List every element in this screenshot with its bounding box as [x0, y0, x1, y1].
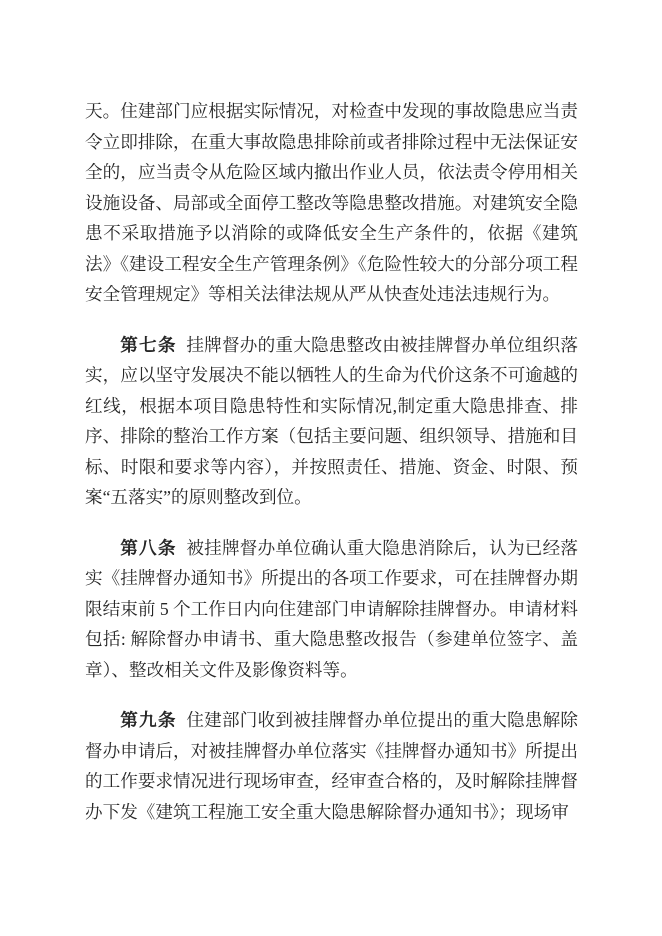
document-body: [85, 96, 578, 827]
paragraph-text: 被挂牌督办单位确认重大隐患消除后，认为已经落实《挂牌督办通知书》所提出的各项工作要求，可在挂牌督办期限结束前 5 个工作日内向住建部门申请解除挂牌督办。申请材料包括: 解除督办申请书、重大隐患整改报告（参建单位签字、盖章）、整改相关文件及影像资料等。: [85, 537, 578, 680]
paragraph-clause-9: [85, 705, 578, 827]
clause-heading: 第九条: [120, 710, 177, 730]
paragraph-clause-8: [85, 533, 578, 686]
clause-heading: 第七条: [120, 334, 177, 355]
paragraph-text: 住建部门收到被挂牌督办单位提出的重大隐患解除督办申请后，对被挂牌督办单位落实《挂牌督办通知书》所提出的工作要求情况进行现场审查，经审查合格的，及时解除挂牌督办下发《建筑工程施工安全重大隐患解除督办通知书》；现场审: [85, 710, 578, 822]
paragraph-text: 天。住建部门应根据实际情况，对检查中发现的事故隐患应当责令立即排除，在重大事故隐患排除前或者排除过程中无法保证安全的，应当责令从危险区域内撤出作业人员，依法责令停用相关设施设备、局部或全面停工整改等隐患整改措施。对建筑安全隐患不采取措施予以消除的或降低安全生产条件的，依据《建筑法》《建设工程安全生产管理条例》《危险性较大的分部分项工程安全管理规定》等相关法律法规从严从快查处违法违规行为。: [85, 101, 578, 304]
paragraph-text: 挂牌督办的重大隐患整改由被挂牌督办单位组织落实，应以坚守发展决不能以牺牲人的生命为代价这条不可逾越的红线，根据本项目隐患特性和实际情况,制定重大隐患排查、排序、排除的整治工作方案（包括主要问题、组织领导、措施和目标、时限和要求等内容），并按照责任、措施、资金、时限、预案“五落实”的原则整改到位。: [85, 334, 578, 507]
clause-heading: 第八条: [120, 537, 177, 558]
paragraph-continuation: [85, 96, 578, 310]
paragraph-clause-7: [85, 330, 578, 513]
